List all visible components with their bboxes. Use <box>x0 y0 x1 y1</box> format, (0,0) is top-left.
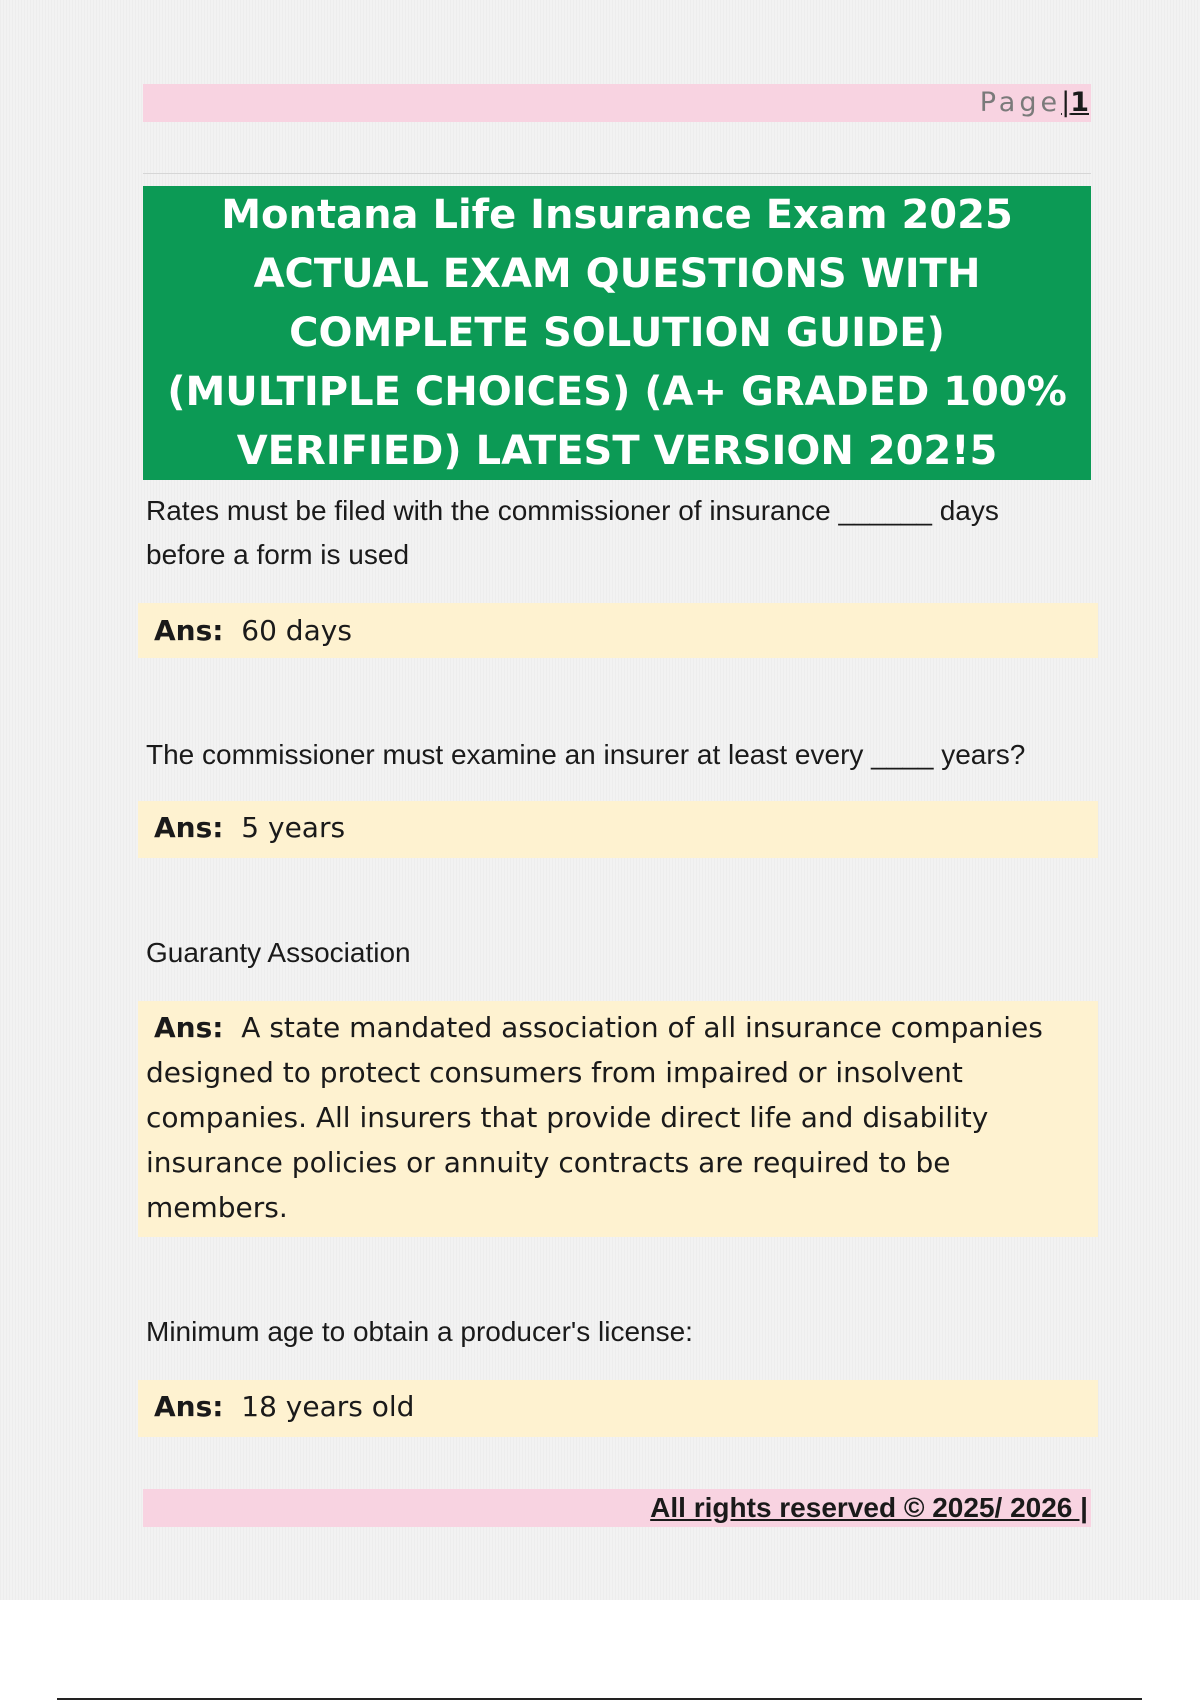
title-line-4: (MULTIPLE CHOICES) (A+ GRADED 100% <box>167 369 1067 415</box>
answer-3-line-5: members. <box>146 1191 288 1224</box>
copyright-notice: All rights reserved © 2025/ 2026 | <box>650 1492 1088 1523</box>
answer-2 <box>138 801 1098 858</box>
question-2 <box>146 733 1096 777</box>
answer-3-line-4: insurance policies or annuity contracts are required to be <box>146 1146 951 1179</box>
page-number: 1 <box>1070 87 1089 118</box>
answer-4 <box>138 1380 1098 1437</box>
answer-4-label: Ans: <box>154 1390 224 1423</box>
answer-3-label: Ans: <box>154 1011 224 1044</box>
title-line-3: COMPLETE SOLUTION GUIDE) <box>289 310 945 356</box>
document-title <box>143 186 1091 480</box>
answer-3-line-1 <box>146 1005 1084 1050</box>
question-2-line-1: The commissioner must examine an insurer at least every ____ years? <box>146 739 1026 770</box>
answer-3-text-1: A state mandated association of all insurance companies <box>241 1011 1043 1044</box>
answer-2-text: 5 years <box>241 811 346 844</box>
question-3-line-1: Guaranty Association <box>146 937 411 968</box>
question-4 <box>146 1310 1096 1354</box>
answer-1-text: 60 days <box>241 614 352 647</box>
header-divider <box>143 173 1091 174</box>
page-header-band <box>143 84 1091 122</box>
page-word: Page <box>979 87 1062 118</box>
title-line-5: VERIFIED) LATEST VERSION 202!5 <box>236 428 998 474</box>
answer-1-label: Ans: <box>154 614 224 647</box>
page-footer-band <box>143 1489 1091 1527</box>
answer-3-line-2: designed to protect consumers from impaired or insolvent <box>146 1056 963 1089</box>
answer-3-line-3: companies. All insurers that provide direct life and disability <box>146 1101 989 1134</box>
page-number-label <box>980 86 1089 120</box>
question-1-line-1: Rates must be filed with the commissioner of insurance ______ days <box>146 495 999 526</box>
answer-3 <box>138 1001 1098 1237</box>
answer-4-text: 18 years old <box>241 1390 415 1423</box>
title-line-1: Montana Life Insurance Exam 2025 <box>221 192 1013 238</box>
question-1 <box>146 489 1096 577</box>
question-1-line-2: before a form is used <box>146 539 410 570</box>
title-line-2: ACTUAL EXAM QUESTIONS WITH <box>253 251 981 297</box>
question-3 <box>146 931 1096 975</box>
question-4-line-1: Minimum age to obtain a producer's license: <box>146 1316 693 1347</box>
answer-1 <box>138 603 1098 658</box>
answer-2-label: Ans: <box>154 811 224 844</box>
page-separator: | <box>1061 87 1071 118</box>
